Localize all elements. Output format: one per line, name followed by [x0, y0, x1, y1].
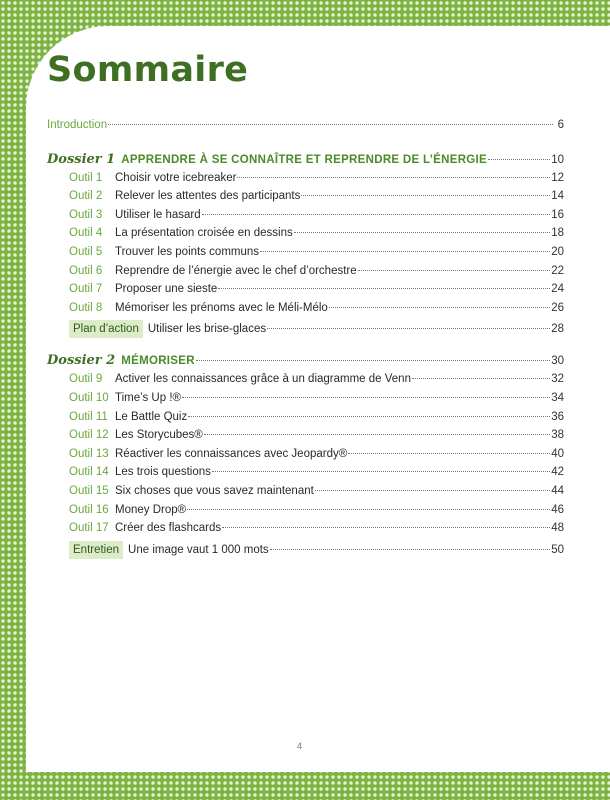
page-ref: 28 — [551, 323, 564, 336]
item-label: Choisir votre icebreaker — [115, 171, 237, 184]
page-ref: 50 — [551, 543, 564, 556]
page-ref: 40 — [551, 447, 564, 460]
page-ref: 44 — [551, 484, 564, 497]
spacer — [47, 138, 564, 152]
dossier-2-header[interactable] — [47, 353, 564, 373]
dot-leader — [237, 177, 550, 178]
toc-item-row[interactable] — [47, 265, 564, 284]
dot-leader — [329, 307, 550, 308]
outil-number: Outil 7 — [69, 283, 103, 296]
dot-leader — [315, 490, 550, 491]
outil-number: Outil 3 — [69, 208, 103, 221]
dossier-2-items — [47, 373, 564, 540]
page-ref: 38 — [551, 429, 564, 442]
dot-leader — [358, 270, 551, 271]
toc-item-row[interactable] — [47, 448, 564, 467]
page-ref: 16 — [551, 208, 564, 221]
item-label: Trouver les points communs — [115, 245, 260, 258]
outil-number: Outil 5 — [69, 245, 103, 258]
toc-item-row[interactable] — [47, 172, 564, 191]
toc-item-row[interactable] — [47, 302, 564, 321]
toc-item-row[interactable] — [47, 485, 564, 504]
section-tag: Entretien — [69, 541, 123, 559]
item-label: Money Drop® — [115, 503, 187, 516]
dossier-title: APPRENDRE À SE CONNAÎTRE ET REPRENDRE DE L’ÉNERGIE — [121, 153, 488, 166]
page-number: 4 — [297, 741, 303, 751]
item-label: La présentation croisée en dessins — [115, 227, 293, 240]
toc-item-row[interactable] — [47, 283, 564, 302]
outil-number: Outil 6 — [69, 264, 103, 277]
spacer — [47, 341, 564, 353]
dot-leader — [260, 251, 550, 252]
dossier-1-extra-row[interactable] — [47, 320, 564, 341]
toc-item-row[interactable] — [47, 392, 564, 411]
item-label: Les Storycubes® — [115, 429, 203, 442]
toc-item-row[interactable] — [47, 466, 564, 485]
item-label: Réactiver les connaissances avec Jeopardy® — [115, 447, 348, 460]
page-ref: 22 — [551, 264, 564, 277]
dot-leader — [108, 124, 553, 125]
dossier-1-items — [47, 172, 564, 321]
outil-number: Outil 16 — [69, 503, 109, 516]
dot-leader — [188, 416, 550, 417]
outil-number: Outil 13 — [69, 447, 109, 460]
dot-leader — [270, 549, 551, 550]
page-ref: 30 — [551, 355, 564, 368]
item-label: Time’s Up !® — [115, 391, 181, 404]
toc-item-row[interactable] — [47, 411, 564, 430]
dot-leader — [218, 288, 550, 289]
item-label: Créer des flashcards — [115, 522, 222, 535]
section-tag: Plan d’action — [69, 320, 143, 338]
item-label: Les trois questions — [115, 466, 211, 479]
dot-leader — [202, 214, 551, 215]
item-label: Une image vaut 1 000 mots — [128, 543, 269, 556]
outil-number: Outil 9 — [69, 373, 103, 386]
item-label: Proposer une sieste — [115, 283, 218, 296]
outil-number: Outil 10 — [69, 391, 109, 404]
toc-intro-row[interactable] — [47, 119, 564, 138]
dot-leader — [488, 159, 550, 160]
item-label: Six choses que vous savez maintenant — [115, 484, 314, 497]
toc-item-row[interactable] — [47, 209, 564, 228]
dot-leader — [196, 360, 550, 361]
item-label: Utiliser le hasard — [115, 208, 201, 221]
item-label: Activer les connaissances grâce à un diagramme de Venn — [115, 373, 411, 386]
dot-leader — [212, 471, 550, 472]
dot-leader — [222, 527, 550, 528]
toc-intro-label: Introduction — [47, 119, 108, 131]
page-title: Sommaire — [47, 50, 249, 90]
dossier-title: MÉMORISER — [121, 355, 195, 368]
item-label: Mémoriser les prénoms avec le Méli-Mélo — [115, 301, 328, 314]
outil-number: Outil 4 — [69, 227, 103, 240]
outil-number: Outil 8 — [69, 301, 103, 314]
page-ref: 14 — [551, 190, 564, 203]
table-of-contents — [47, 119, 564, 562]
outil-number: Outil 12 — [69, 429, 109, 442]
dot-leader — [267, 328, 550, 329]
page-ref: 18 — [551, 227, 564, 240]
dot-leader — [294, 232, 550, 233]
dot-leader — [301, 195, 550, 196]
item-label: Relever les attentes des participants — [115, 190, 301, 203]
toc-item-row[interactable] — [47, 504, 564, 523]
outil-number: Outil 11 — [69, 410, 108, 423]
outil-number: Outil 15 — [69, 484, 109, 497]
page-ref: 26 — [551, 301, 564, 314]
dot-leader — [182, 397, 550, 398]
toc-item-row[interactable] — [47, 190, 564, 209]
page-ref: 46 — [551, 503, 564, 516]
item-label: Utiliser les brise-glaces — [147, 323, 267, 336]
page-ref: 36 — [551, 410, 564, 423]
item-label: Le Battle Quiz — [115, 410, 188, 423]
page-ref: 6 — [557, 119, 564, 131]
dossier-script-label: Dossier 1 — [47, 151, 116, 167]
toc-item-row[interactable] — [47, 227, 564, 246]
outil-number: Outil 14 — [69, 466, 109, 479]
toc-item-row[interactable] — [47, 246, 564, 265]
page-ref: 32 — [551, 373, 564, 386]
dossier-1-header[interactable] — [47, 152, 564, 172]
dot-leader — [412, 378, 550, 379]
page-ref: 48 — [551, 522, 564, 535]
toc-item-row[interactable] — [47, 429, 564, 448]
item-label: Reprendre de l’énergie avec le chef d’orchestre — [115, 264, 357, 277]
toc-item-row[interactable] — [47, 522, 564, 541]
dot-leader — [348, 453, 550, 454]
page-ref: 24 — [551, 283, 564, 296]
toc-item-row[interactable] — [47, 373, 564, 392]
dot-leader — [204, 434, 550, 435]
dossier-script-label: Dossier 2 — [47, 353, 116, 369]
outil-number: Outil 1 — [69, 171, 103, 184]
outil-number: Outil 2 — [69, 190, 103, 203]
dot-leader — [187, 509, 550, 510]
page-ref: 34 — [551, 391, 564, 404]
dossier-2-extra-row[interactable] — [47, 541, 564, 562]
outil-number: Outil 17 — [69, 522, 109, 535]
page-ref: 10 — [551, 153, 564, 166]
page-ref: 12 — [551, 171, 564, 184]
page-ref: 42 — [551, 466, 564, 479]
page-ref: 20 — [551, 245, 564, 258]
